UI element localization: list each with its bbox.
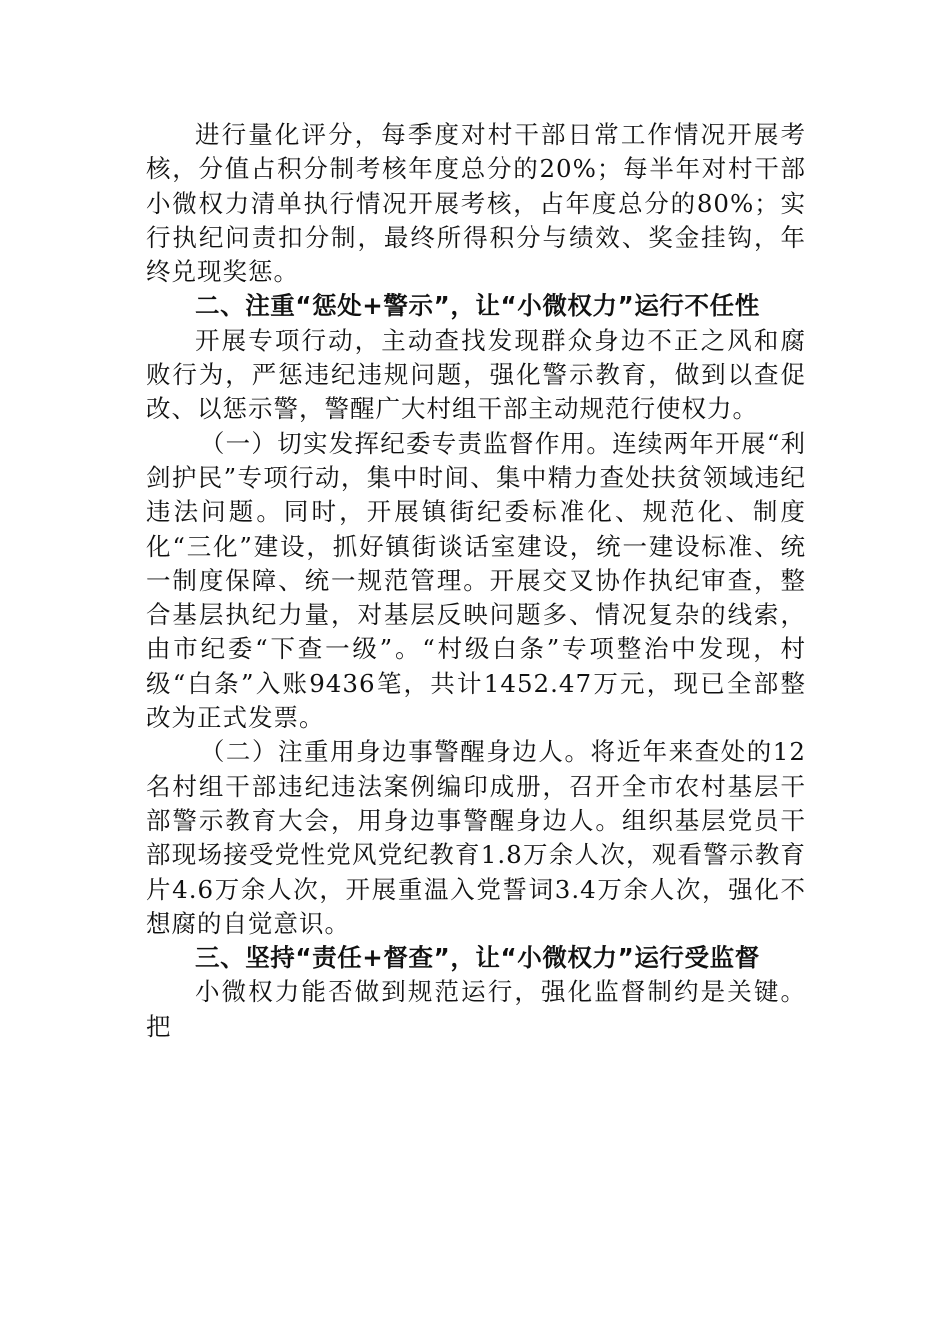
paragraph-scoring: 进行量化评分，每季度对村干部日常工作情况开展考核，分值占积分制考核年度总分的20%；每半年对村干部小微权力清单执行情况开展考核，占年度总分的80%；实行执纪问责扣分制，最终所得积分与绩效、奖金挂钩，年终兑现奖惩。: [146, 120, 806, 287]
subparagraph-1: （一）切实发挥纪委专责监督作用。连续两年开展“利剑护民”专项行动，集中时间、集中精力查处扶贫领域违纪违法问题。同时，开展镇街纪委标准化、规范化、制度化“三化”建设，抓好镇街谈话室建设，统一建设标准、统一制度保障、统一规范管理。开展交叉协作执纪审查，整合基层执纪力量，对基层反映问题多、情况复杂的线索，由市纪委“下查一级”。“村级白条”专项整治中发现，村级“白条”入账9436笔，共计1452.47万元，现已全部整改为正式发票。: [146, 428, 806, 733]
paragraph-special-action: 开展专项行动，主动查找发现群众身边不正之风和腐败行为，严惩违纪违规问题，强化警示教育，做到以查促改、以惩示警，警醒广大村组干部主动规范行使权力。: [146, 325, 806, 424]
document-body: [146, 118, 806, 1044]
subparagraph-2: （二）注重用身边事警醒身边人。将近年来查处的12名村组干部违纪违法案例编印成册，召开全市农村基层干部警示教育大会，用身边事警醒身边人。组织基层党员干部现场接受党性党风党纪教育1.8万余人次，观看警示教育片4.6万余人次，开展重温入党誓词3.4万余人次，强化不想腐的自觉意识。: [146, 737, 806, 938]
section-heading-2: 二、注重“惩处+警示”，让“小微权力”运行不任性: [195, 291, 760, 321]
section-heading-3: 三、坚持“责任+督查”，让“小微权力”运行受监督: [195, 943, 760, 973]
paragraph-supervision: 小微权力能否做到规范运行，强化监督制约是关键。把: [146, 977, 806, 1041]
